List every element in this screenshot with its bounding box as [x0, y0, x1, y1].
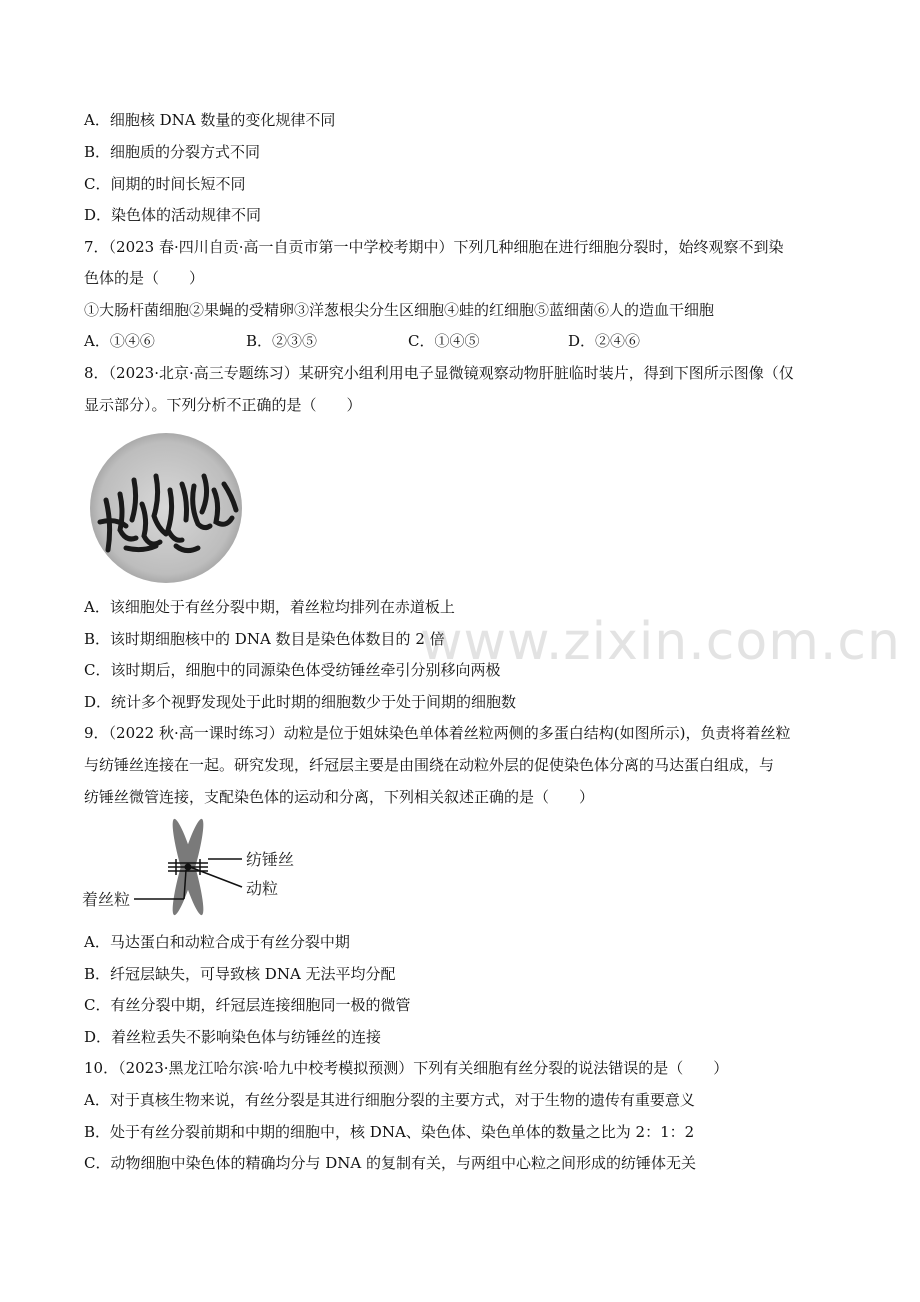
- q9-stem-line-2: 与纺锤丝连接在一起。研究发现，纤冠层主要是由围绕在动粒外层的促使染色体分离的马达蛋白组成，与: [84, 756, 775, 774]
- kinetochore-label: 动粒: [246, 879, 279, 898]
- q7-items: ①大肠杆菌细胞②果蝇的受精卵③洋葱根尖分生区细胞④蛙的红细胞⑤蓝细菌⑥人的造血干细胞: [84, 301, 715, 319]
- q8-option-d: D．统计多个视野发现处于此时期的细胞数少于处于间期的细胞数: [84, 693, 517, 711]
- q10-stem: 10．（2023·黑龙江哈尔滨·哈九中校考模拟预测）下列有关细胞有丝分裂的说法错误的是（ ）: [84, 1059, 729, 1077]
- watermark: www.zixin.com.cn: [420, 612, 901, 672]
- q7-options: [84, 331, 640, 351]
- q8-option-a: A．该细胞处于有丝分裂中期，着丝粒均排列在赤道板上: [84, 598, 455, 616]
- centromere-label: 着丝粒: [82, 890, 131, 909]
- chromosome-micrograph-image: [86, 430, 246, 588]
- q7-option-b: B．②③⑤: [246, 332, 318, 350]
- q8-stem-line-2: 显示部分）。下列分析不正确的是（ ）: [84, 396, 362, 414]
- q7-stem-line-1: 7．（2023 春·四川自贡·高一自贡市第一中学校考期中）下列几种细胞在进行细胞分裂时，始终观察不到染: [84, 238, 784, 256]
- q6-option-c: C．间期的时间长短不同: [84, 175, 246, 193]
- q7-option-c: C．①④⑤: [408, 332, 480, 350]
- q8-option-b: B．该时期细胞核中的 DNA 数目是染色体数目的 2 倍: [84, 630, 445, 648]
- q7-option-d: D．②④⑥: [568, 332, 641, 350]
- q7-stem-line-2: 色体的是（ ）: [84, 269, 205, 287]
- q6-option-d: D．染色体的活动规律不同: [84, 206, 262, 224]
- kinetochore-diagram: [80, 815, 320, 923]
- q9-option-d: D．着丝粒丢失不影响染色体与纺锤丝的连接: [84, 1028, 382, 1046]
- q8-stem-line-1: 8．（2023·北京·高三专题练习）某研究小组利用电子显微镜观察动物肝脏临时装片，得到下图所示图像（仅: [84, 364, 794, 382]
- q9-stem-line-1: 9．（2022 秋·高一课时练习）动粒是位于姐妹染色单体着丝粒两侧的多蛋白结构(如图所示)，负责将着丝粒: [84, 724, 791, 742]
- q6-option-b: B．细胞质的分裂方式不同: [84, 143, 261, 161]
- q10-option-b: B．处于有丝分裂前期和中期的细胞中，核 DNA、染色体、染色单体的数量之比为 2：1：2: [84, 1123, 695, 1141]
- spindle-label: 纺锤丝: [246, 850, 295, 869]
- q9-option-a: A．马达蛋白和动粒合成于有丝分裂中期: [84, 933, 350, 951]
- q10-option-c: C．动物细胞中染色体的精确均分与 DNA 的复制有关，与两组中心粒之间形成的纺锤体无关: [84, 1154, 697, 1172]
- q8-option-c: C．该时期后，细胞中的同源染色体受纺锤丝牵引分别移向两极: [84, 661, 501, 679]
- q9-option-c: C．有丝分裂中期，纤冠层连接细胞同一极的微管: [84, 996, 411, 1014]
- q6-option-a: A．细胞核 DNA 数量的变化规律不同: [84, 111, 336, 129]
- q7-option-a: A．①④⑥: [84, 332, 155, 350]
- q10-option-a: A．对于真核生物来说，有丝分裂是其进行细胞分裂的主要方式，对于生物的遗传有重要意义: [84, 1091, 695, 1109]
- q9-stem-line-3: 纺锤丝微管连接，支配染色体的运动和分离，下列相关叙述正确的是（ ）: [84, 788, 595, 806]
- q9-option-b: B．纤冠层缺失，可导致核 DNA 无法平均分配: [84, 965, 396, 983]
